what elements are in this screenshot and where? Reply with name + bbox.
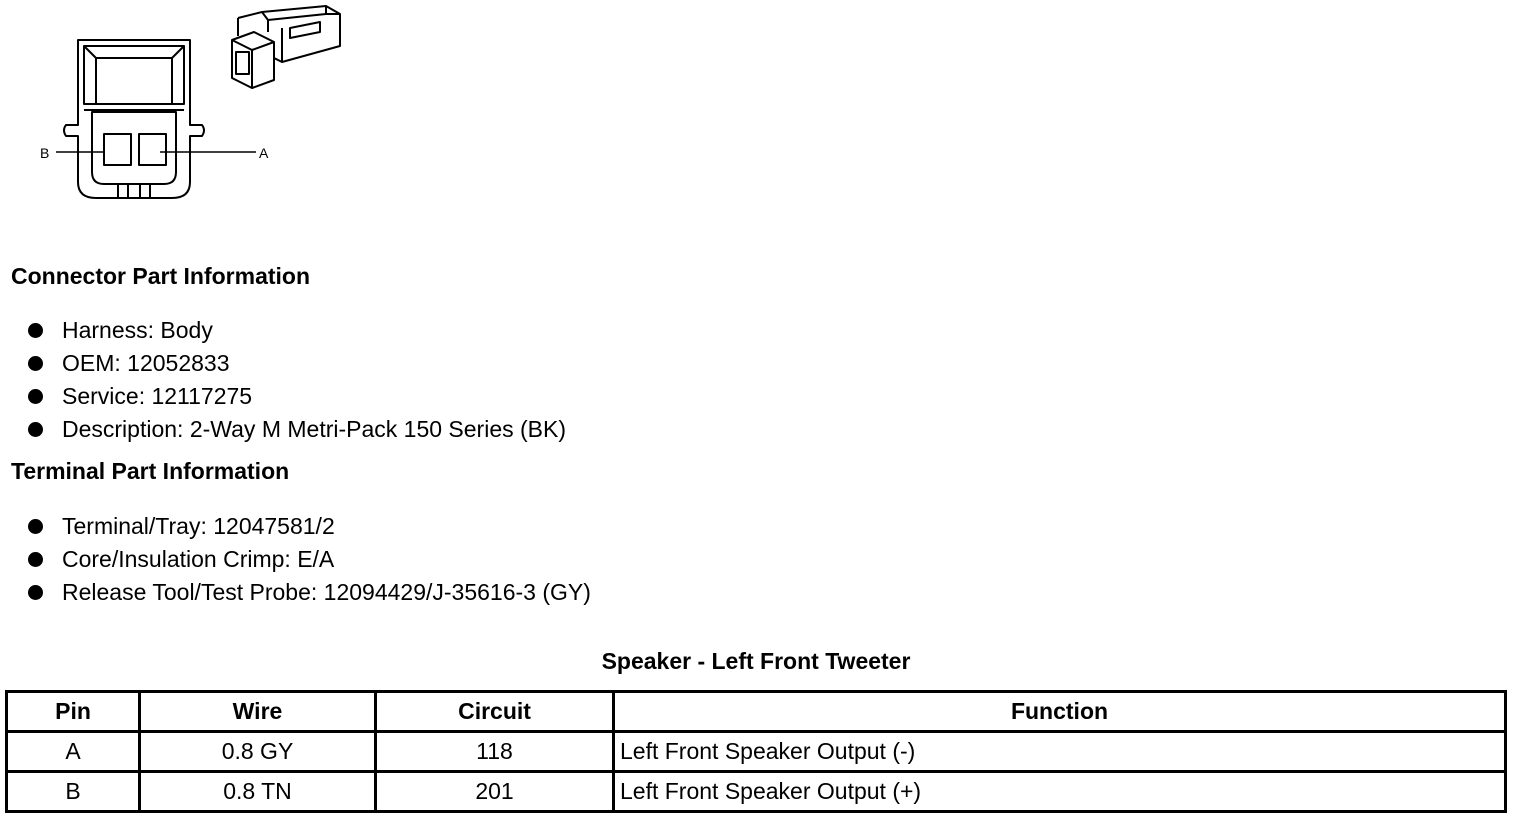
table-row (7, 732, 1506, 772)
list-item: Core/Insulation Crimp: E/A (28, 543, 591, 576)
table-row (7, 772, 1506, 812)
bullet-icon (28, 519, 43, 534)
bullet-icon (28, 356, 43, 371)
bullet-icon (28, 552, 43, 567)
connector-diagram (0, 0, 400, 215)
cell-function: Left Front Speaker Output (+) (614, 772, 1506, 812)
list-item: Service: 12117275 (28, 380, 566, 413)
pin-table-title: Speaker - Left Front Tweeter (601, 648, 911, 674)
connector-info-title: Connector Part Information (11, 263, 311, 289)
cell-pin: A (7, 732, 140, 772)
list-item: Terminal/Tray: 12047581/2 (28, 510, 591, 543)
header-wire: Wire (140, 692, 376, 732)
connector-face-view (56, 40, 256, 198)
connector-info-list (28, 314, 566, 446)
pin-label-b: B (40, 145, 50, 161)
cell-wire: 0.8 GY (140, 732, 376, 772)
list-item: Description: 2-Way M Metri-Pack 150 Series (BK) (28, 413, 566, 446)
cell-circuit: 201 (376, 772, 614, 812)
terminal-info-title: Terminal Part Information (11, 458, 290, 484)
terminal-info-list (28, 510, 591, 609)
bullet-icon (28, 422, 43, 437)
cell-wire: 0.8 TN (140, 772, 376, 812)
bullet-icon (28, 389, 43, 404)
list-item: Harness: Body (28, 314, 566, 347)
header-circuit: Circuit (376, 692, 614, 732)
cell-pin: B (7, 772, 140, 812)
header-function: Function (614, 692, 1506, 732)
bullet-icon (28, 323, 43, 338)
cell-function: Left Front Speaker Output (-) (614, 732, 1506, 772)
list-item: Release Tool/Test Probe: 12094429/J-35616-3 (GY) (28, 576, 591, 609)
table-header-row (7, 692, 1506, 732)
bullet-icon (28, 585, 43, 600)
pin-label-a: A (259, 145, 269, 161)
pin-table (5, 690, 1507, 813)
header-pin: Pin (7, 692, 140, 732)
connector-3d-view (232, 6, 340, 88)
cell-circuit: 118 (376, 732, 614, 772)
list-item: OEM: 12052833 (28, 347, 566, 380)
